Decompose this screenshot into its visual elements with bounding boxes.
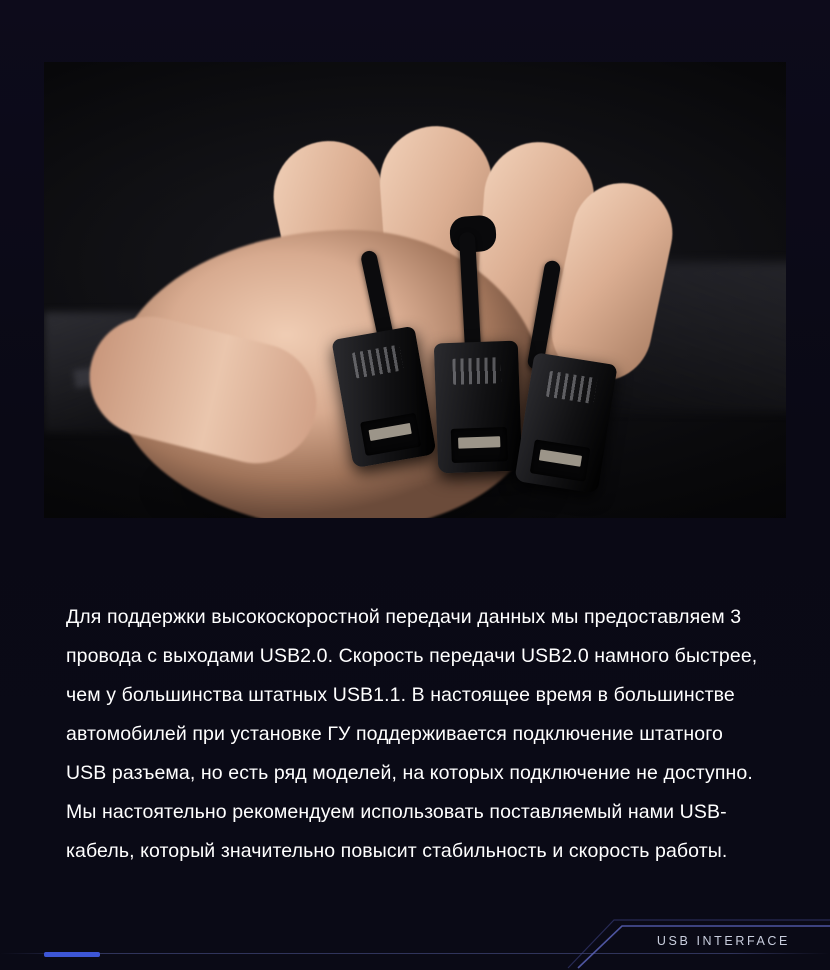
description-paragraph: Для поддержки высокоскоростной передачи данных мы предоставляем 3 провода с выходами USB2.0. Скорость передачи USB2.0 намного быстрее, чем у большинства штатных USB1.1. В настоящее время в большинстве автомобилей при установке ГУ поддерживается подключение штатного USB разъема, но есть ряд моделей, на которых подключение не доступно. Мы настоятельно рекомендуем использовать поставляемый нами USB-кабель, который значительно повысит стабильность и скорость работы. [66, 605, 758, 862]
usb-connector-3-port [530, 439, 591, 481]
usb-connector-2 [434, 341, 522, 474]
hand-illustration [84, 120, 704, 518]
footer-label: USB INTERFACE [656, 934, 790, 948]
usb-connector-2-port [451, 427, 508, 463]
photo-canvas [44, 62, 786, 518]
footer [0, 908, 830, 970]
usb-connector-1-port [360, 413, 421, 456]
usb-connector-1-ridges [352, 345, 404, 379]
product-photo [44, 62, 786, 518]
usb-connector-2-ridges [452, 357, 501, 385]
usb-connector-3-ridges [546, 371, 597, 404]
footer-accent-bar [44, 952, 100, 957]
